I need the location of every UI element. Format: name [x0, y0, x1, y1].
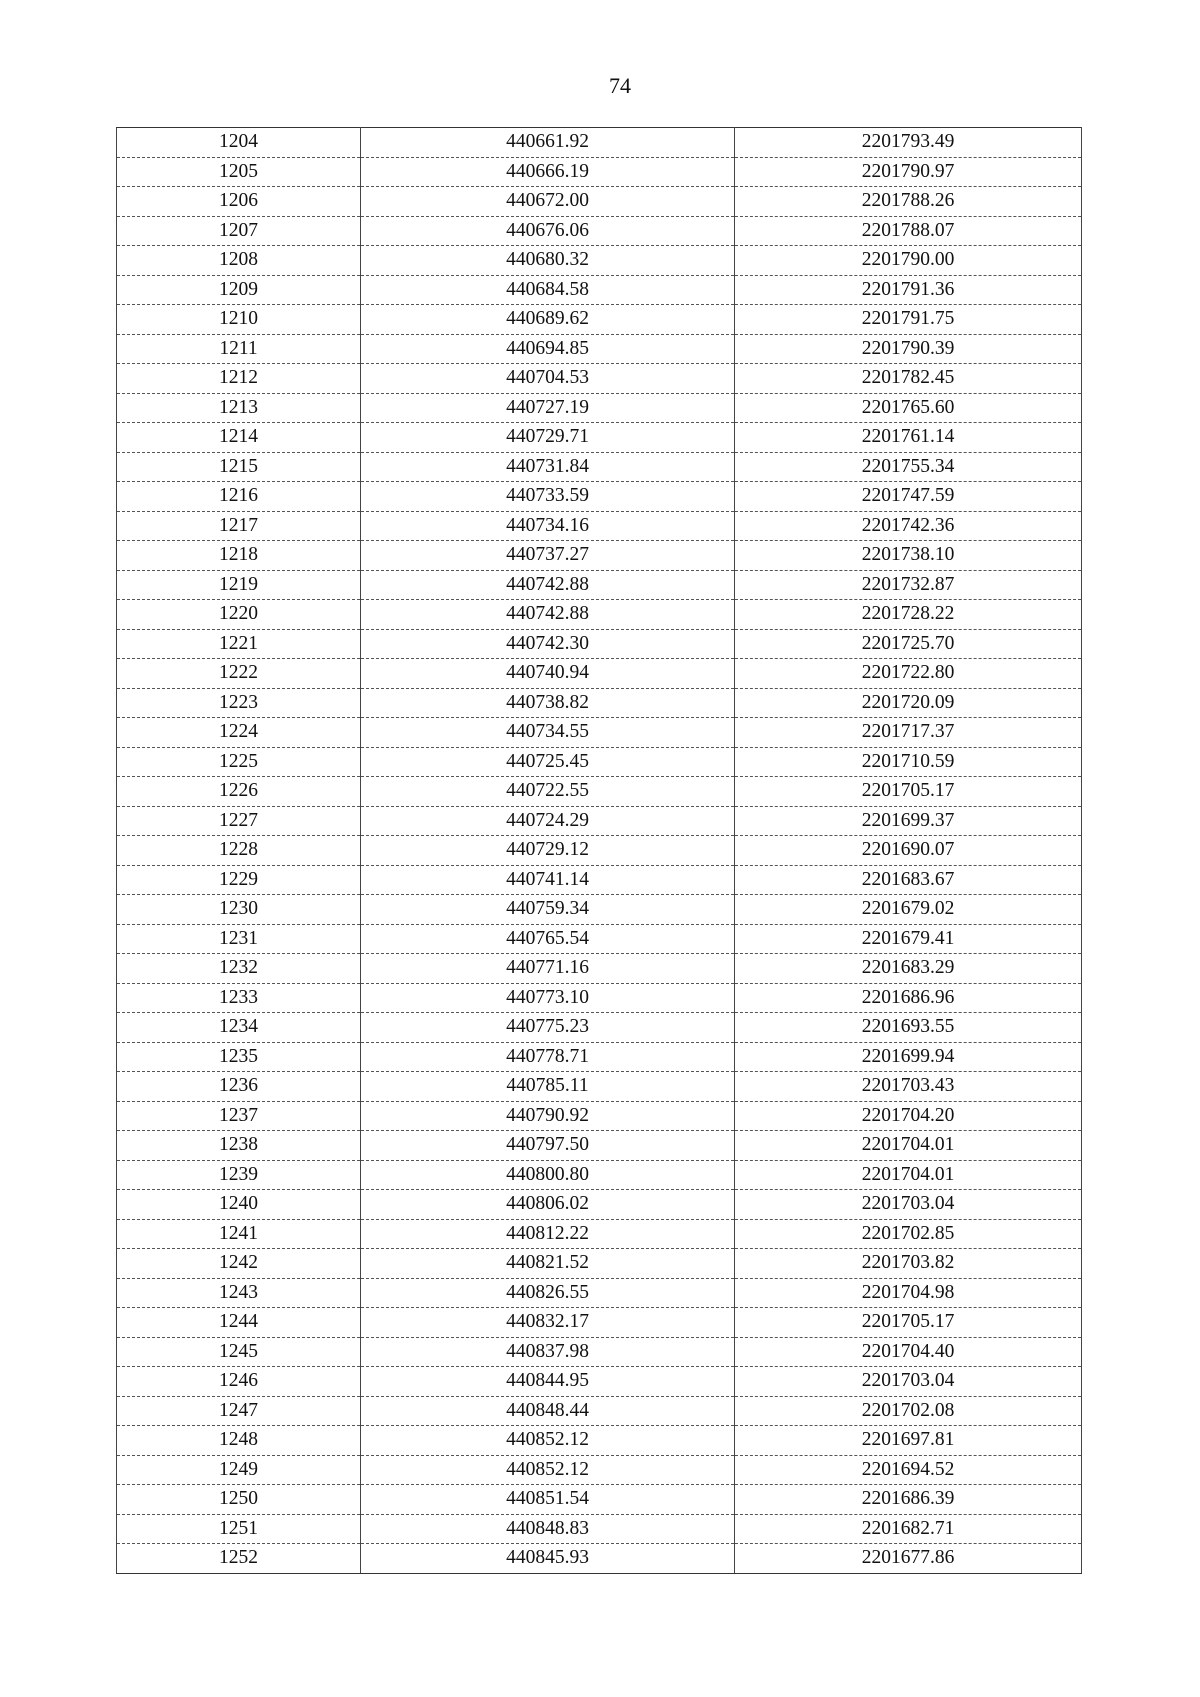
- x-coordinate-cell: 440785.11: [361, 1072, 735, 1102]
- x-coordinate-cell: 440845.93: [361, 1544, 735, 1574]
- x-coordinate-cell: 440848.44: [361, 1396, 735, 1426]
- y-coordinate-cell: 2201742.36: [735, 511, 1082, 541]
- point-number-cell: 1209: [117, 275, 361, 305]
- table-row: [117, 747, 1082, 777]
- x-coordinate-cell: 440731.84: [361, 452, 735, 482]
- x-coordinate-cell: 440742.88: [361, 570, 735, 600]
- table-row: [117, 1278, 1082, 1308]
- table-row: [117, 1160, 1082, 1190]
- point-number-cell: 1207: [117, 216, 361, 246]
- table-row: [117, 305, 1082, 335]
- y-coordinate-cell: 2201720.09: [735, 688, 1082, 718]
- page-number: 74: [609, 73, 631, 98]
- y-coordinate-cell: 2201702.08: [735, 1396, 1082, 1426]
- table-row: [117, 216, 1082, 246]
- point-number-cell: 1238: [117, 1131, 361, 1161]
- x-coordinate-cell: 440837.98: [361, 1337, 735, 1367]
- x-coordinate-cell: 440724.29: [361, 806, 735, 836]
- x-coordinate-cell: 440800.80: [361, 1160, 735, 1190]
- table-row: [117, 1042, 1082, 1072]
- point-number-cell: 1206: [117, 187, 361, 217]
- table-row: [117, 954, 1082, 984]
- table-row: [117, 187, 1082, 217]
- point-number-cell: 1223: [117, 688, 361, 718]
- table-row: [117, 1219, 1082, 1249]
- y-coordinate-cell: 2201704.20: [735, 1101, 1082, 1131]
- y-coordinate-cell: 2201788.26: [735, 187, 1082, 217]
- coordinates-table-body: [117, 128, 1082, 1574]
- table-row: [117, 659, 1082, 689]
- point-number-cell: 1224: [117, 718, 361, 748]
- table-row: [117, 688, 1082, 718]
- x-coordinate-cell: 440765.54: [361, 924, 735, 954]
- x-coordinate-cell: 440759.34: [361, 895, 735, 925]
- table-row: [117, 1337, 1082, 1367]
- x-coordinate-cell: 440680.32: [361, 246, 735, 276]
- x-coordinate-cell: 440812.22: [361, 1219, 735, 1249]
- table-row: [117, 1013, 1082, 1043]
- table-row: [117, 1367, 1082, 1397]
- x-coordinate-cell: 440733.59: [361, 482, 735, 512]
- table-row: [117, 1131, 1082, 1161]
- y-coordinate-cell: 2201679.41: [735, 924, 1082, 954]
- point-number-cell: 1216: [117, 482, 361, 512]
- x-coordinate-cell: 440848.83: [361, 1514, 735, 1544]
- point-number-cell: 1247: [117, 1396, 361, 1426]
- x-coordinate-cell: 440771.16: [361, 954, 735, 984]
- coordinates-table: [116, 127, 1082, 1574]
- point-number-cell: 1244: [117, 1308, 361, 1338]
- x-coordinate-cell: 440672.00: [361, 187, 735, 217]
- point-number-cell: 1242: [117, 1249, 361, 1279]
- point-number-cell: 1208: [117, 246, 361, 276]
- y-coordinate-cell: 2201747.59: [735, 482, 1082, 512]
- y-coordinate-cell: 2201703.43: [735, 1072, 1082, 1102]
- point-number-cell: 1215: [117, 452, 361, 482]
- point-number-cell: 1211: [117, 334, 361, 364]
- x-coordinate-cell: 440740.94: [361, 659, 735, 689]
- table-row: [117, 1544, 1082, 1574]
- table-row: [117, 895, 1082, 925]
- x-coordinate-cell: 440738.82: [361, 688, 735, 718]
- y-coordinate-cell: 2201679.02: [735, 895, 1082, 925]
- y-coordinate-cell: 2201790.39: [735, 334, 1082, 364]
- y-coordinate-cell: 2201705.17: [735, 1308, 1082, 1338]
- point-number-cell: 1236: [117, 1072, 361, 1102]
- point-number-cell: 1225: [117, 747, 361, 777]
- x-coordinate-cell: 440722.55: [361, 777, 735, 807]
- point-number-cell: 1240: [117, 1190, 361, 1220]
- x-coordinate-cell: 440704.53: [361, 364, 735, 394]
- x-coordinate-cell: 440844.95: [361, 1367, 735, 1397]
- table-row: [117, 1485, 1082, 1515]
- y-coordinate-cell: 2201683.67: [735, 865, 1082, 895]
- y-coordinate-cell: 2201738.10: [735, 541, 1082, 571]
- y-coordinate-cell: 2201704.40: [735, 1337, 1082, 1367]
- table-row: [117, 718, 1082, 748]
- y-coordinate-cell: 2201703.04: [735, 1367, 1082, 1397]
- y-coordinate-cell: 2201694.52: [735, 1455, 1082, 1485]
- table-row: [117, 246, 1082, 276]
- table-row: [117, 924, 1082, 954]
- point-number-cell: 1230: [117, 895, 361, 925]
- point-number-cell: 1243: [117, 1278, 361, 1308]
- point-number-cell: 1248: [117, 1426, 361, 1456]
- table-row: [117, 983, 1082, 1013]
- table-row: [117, 1426, 1082, 1456]
- table-row: [117, 364, 1082, 394]
- point-number-cell: 1226: [117, 777, 361, 807]
- table-row: [117, 128, 1082, 158]
- point-number-cell: 1227: [117, 806, 361, 836]
- y-coordinate-cell: 2201686.39: [735, 1485, 1082, 1515]
- point-number-cell: 1222: [117, 659, 361, 689]
- table-row: [117, 777, 1082, 807]
- table-row: [117, 1101, 1082, 1131]
- point-number-cell: 1235: [117, 1042, 361, 1072]
- x-coordinate-cell: 440852.12: [361, 1426, 735, 1456]
- table-row: [117, 1308, 1082, 1338]
- x-coordinate-cell: 440742.88: [361, 600, 735, 630]
- x-coordinate-cell: 440676.06: [361, 216, 735, 246]
- y-coordinate-cell: 2201705.17: [735, 777, 1082, 807]
- point-number-cell: 1214: [117, 423, 361, 453]
- y-coordinate-cell: 2201677.86: [735, 1544, 1082, 1574]
- x-coordinate-cell: 440778.71: [361, 1042, 735, 1072]
- point-number-cell: 1250: [117, 1485, 361, 1515]
- y-coordinate-cell: 2201704.98: [735, 1278, 1082, 1308]
- y-coordinate-cell: 2201717.37: [735, 718, 1082, 748]
- x-coordinate-cell: 440734.55: [361, 718, 735, 748]
- point-number-cell: 1231: [117, 924, 361, 954]
- y-coordinate-cell: 2201682.71: [735, 1514, 1082, 1544]
- table-row: [117, 806, 1082, 836]
- point-number-cell: 1229: [117, 865, 361, 895]
- table-row: [117, 1396, 1082, 1426]
- table-row: [117, 629, 1082, 659]
- x-coordinate-cell: 440741.14: [361, 865, 735, 895]
- table-row: [117, 865, 1082, 895]
- point-number-cell: 1251: [117, 1514, 361, 1544]
- y-coordinate-cell: 2201683.29: [735, 954, 1082, 984]
- x-coordinate-cell: 440725.45: [361, 747, 735, 777]
- table-row: [117, 1249, 1082, 1279]
- y-coordinate-cell: 2201761.14: [735, 423, 1082, 453]
- point-number-cell: 1210: [117, 305, 361, 335]
- y-coordinate-cell: 2201686.96: [735, 983, 1082, 1013]
- x-coordinate-cell: 440742.30: [361, 629, 735, 659]
- table-row: [117, 836, 1082, 866]
- y-coordinate-cell: 2201793.49: [735, 128, 1082, 158]
- point-number-cell: 1245: [117, 1337, 361, 1367]
- x-coordinate-cell: 440661.92: [361, 128, 735, 158]
- point-number-cell: 1218: [117, 541, 361, 571]
- table-row: [117, 511, 1082, 541]
- table-row: [117, 275, 1082, 305]
- y-coordinate-cell: 2201703.82: [735, 1249, 1082, 1279]
- point-number-cell: 1232: [117, 954, 361, 984]
- point-number-cell: 1205: [117, 157, 361, 187]
- point-number-cell: 1212: [117, 364, 361, 394]
- x-coordinate-cell: 440666.19: [361, 157, 735, 187]
- x-coordinate-cell: 440734.16: [361, 511, 735, 541]
- table-row: [117, 1514, 1082, 1544]
- y-coordinate-cell: 2201765.60: [735, 393, 1082, 423]
- x-coordinate-cell: 440790.92: [361, 1101, 735, 1131]
- table-row: [117, 1455, 1082, 1485]
- y-coordinate-cell: 2201702.85: [735, 1219, 1082, 1249]
- point-number-cell: 1233: [117, 983, 361, 1013]
- y-coordinate-cell: 2201699.37: [735, 806, 1082, 836]
- y-coordinate-cell: 2201791.36: [735, 275, 1082, 305]
- table-row: [117, 393, 1082, 423]
- table-row: [117, 541, 1082, 571]
- y-coordinate-cell: 2201704.01: [735, 1131, 1082, 1161]
- x-coordinate-cell: 440729.71: [361, 423, 735, 453]
- point-number-cell: 1234: [117, 1013, 361, 1043]
- x-coordinate-cell: 440775.23: [361, 1013, 735, 1043]
- x-coordinate-cell: 440694.85: [361, 334, 735, 364]
- point-number-cell: 1204: [117, 128, 361, 158]
- y-coordinate-cell: 2201699.94: [735, 1042, 1082, 1072]
- x-coordinate-cell: 440727.19: [361, 393, 735, 423]
- point-number-cell: 1241: [117, 1219, 361, 1249]
- x-coordinate-cell: 440826.55: [361, 1278, 735, 1308]
- table-row: [117, 334, 1082, 364]
- x-coordinate-cell: 440832.17: [361, 1308, 735, 1338]
- y-coordinate-cell: 2201788.07: [735, 216, 1082, 246]
- y-coordinate-cell: 2201690.07: [735, 836, 1082, 866]
- table-row: [117, 600, 1082, 630]
- point-number-cell: 1237: [117, 1101, 361, 1131]
- y-coordinate-cell: 2201710.59: [735, 747, 1082, 777]
- y-coordinate-cell: 2201791.75: [735, 305, 1082, 335]
- x-coordinate-cell: 440852.12: [361, 1455, 735, 1485]
- point-number-cell: 1228: [117, 836, 361, 866]
- point-number-cell: 1249: [117, 1455, 361, 1485]
- y-coordinate-cell: 2201790.97: [735, 157, 1082, 187]
- point-number-cell: 1252: [117, 1544, 361, 1574]
- table-row: [117, 452, 1082, 482]
- y-coordinate-cell: 2201732.87: [735, 570, 1082, 600]
- x-coordinate-cell: 440689.62: [361, 305, 735, 335]
- table-row: [117, 1190, 1082, 1220]
- table-row: [117, 482, 1082, 512]
- y-coordinate-cell: 2201782.45: [735, 364, 1082, 394]
- y-coordinate-cell: 2201722.80: [735, 659, 1082, 689]
- table-row: [117, 423, 1082, 453]
- table-row: [117, 570, 1082, 600]
- y-coordinate-cell: 2201755.34: [735, 452, 1082, 482]
- y-coordinate-cell: 2201728.22: [735, 600, 1082, 630]
- y-coordinate-cell: 2201703.04: [735, 1190, 1082, 1220]
- x-coordinate-cell: 440797.50: [361, 1131, 735, 1161]
- y-coordinate-cell: 2201693.55: [735, 1013, 1082, 1043]
- point-number-cell: 1246: [117, 1367, 361, 1397]
- point-number-cell: 1239: [117, 1160, 361, 1190]
- point-number-cell: 1219: [117, 570, 361, 600]
- point-number-cell: 1220: [117, 600, 361, 630]
- x-coordinate-cell: 440684.58: [361, 275, 735, 305]
- y-coordinate-cell: 2201704.01: [735, 1160, 1082, 1190]
- x-coordinate-cell: 440806.02: [361, 1190, 735, 1220]
- y-coordinate-cell: 2201697.81: [735, 1426, 1082, 1456]
- x-coordinate-cell: 440773.10: [361, 983, 735, 1013]
- point-number-cell: 1221: [117, 629, 361, 659]
- y-coordinate-cell: 2201725.70: [735, 629, 1082, 659]
- x-coordinate-cell: 440737.27: [361, 541, 735, 571]
- point-number-cell: 1217: [117, 511, 361, 541]
- table-row: [117, 157, 1082, 187]
- y-coordinate-cell: 2201790.00: [735, 246, 1082, 276]
- x-coordinate-cell: 440821.52: [361, 1249, 735, 1279]
- table-row: [117, 1072, 1082, 1102]
- x-coordinate-cell: 440851.54: [361, 1485, 735, 1515]
- x-coordinate-cell: 440729.12: [361, 836, 735, 866]
- point-number-cell: 1213: [117, 393, 361, 423]
